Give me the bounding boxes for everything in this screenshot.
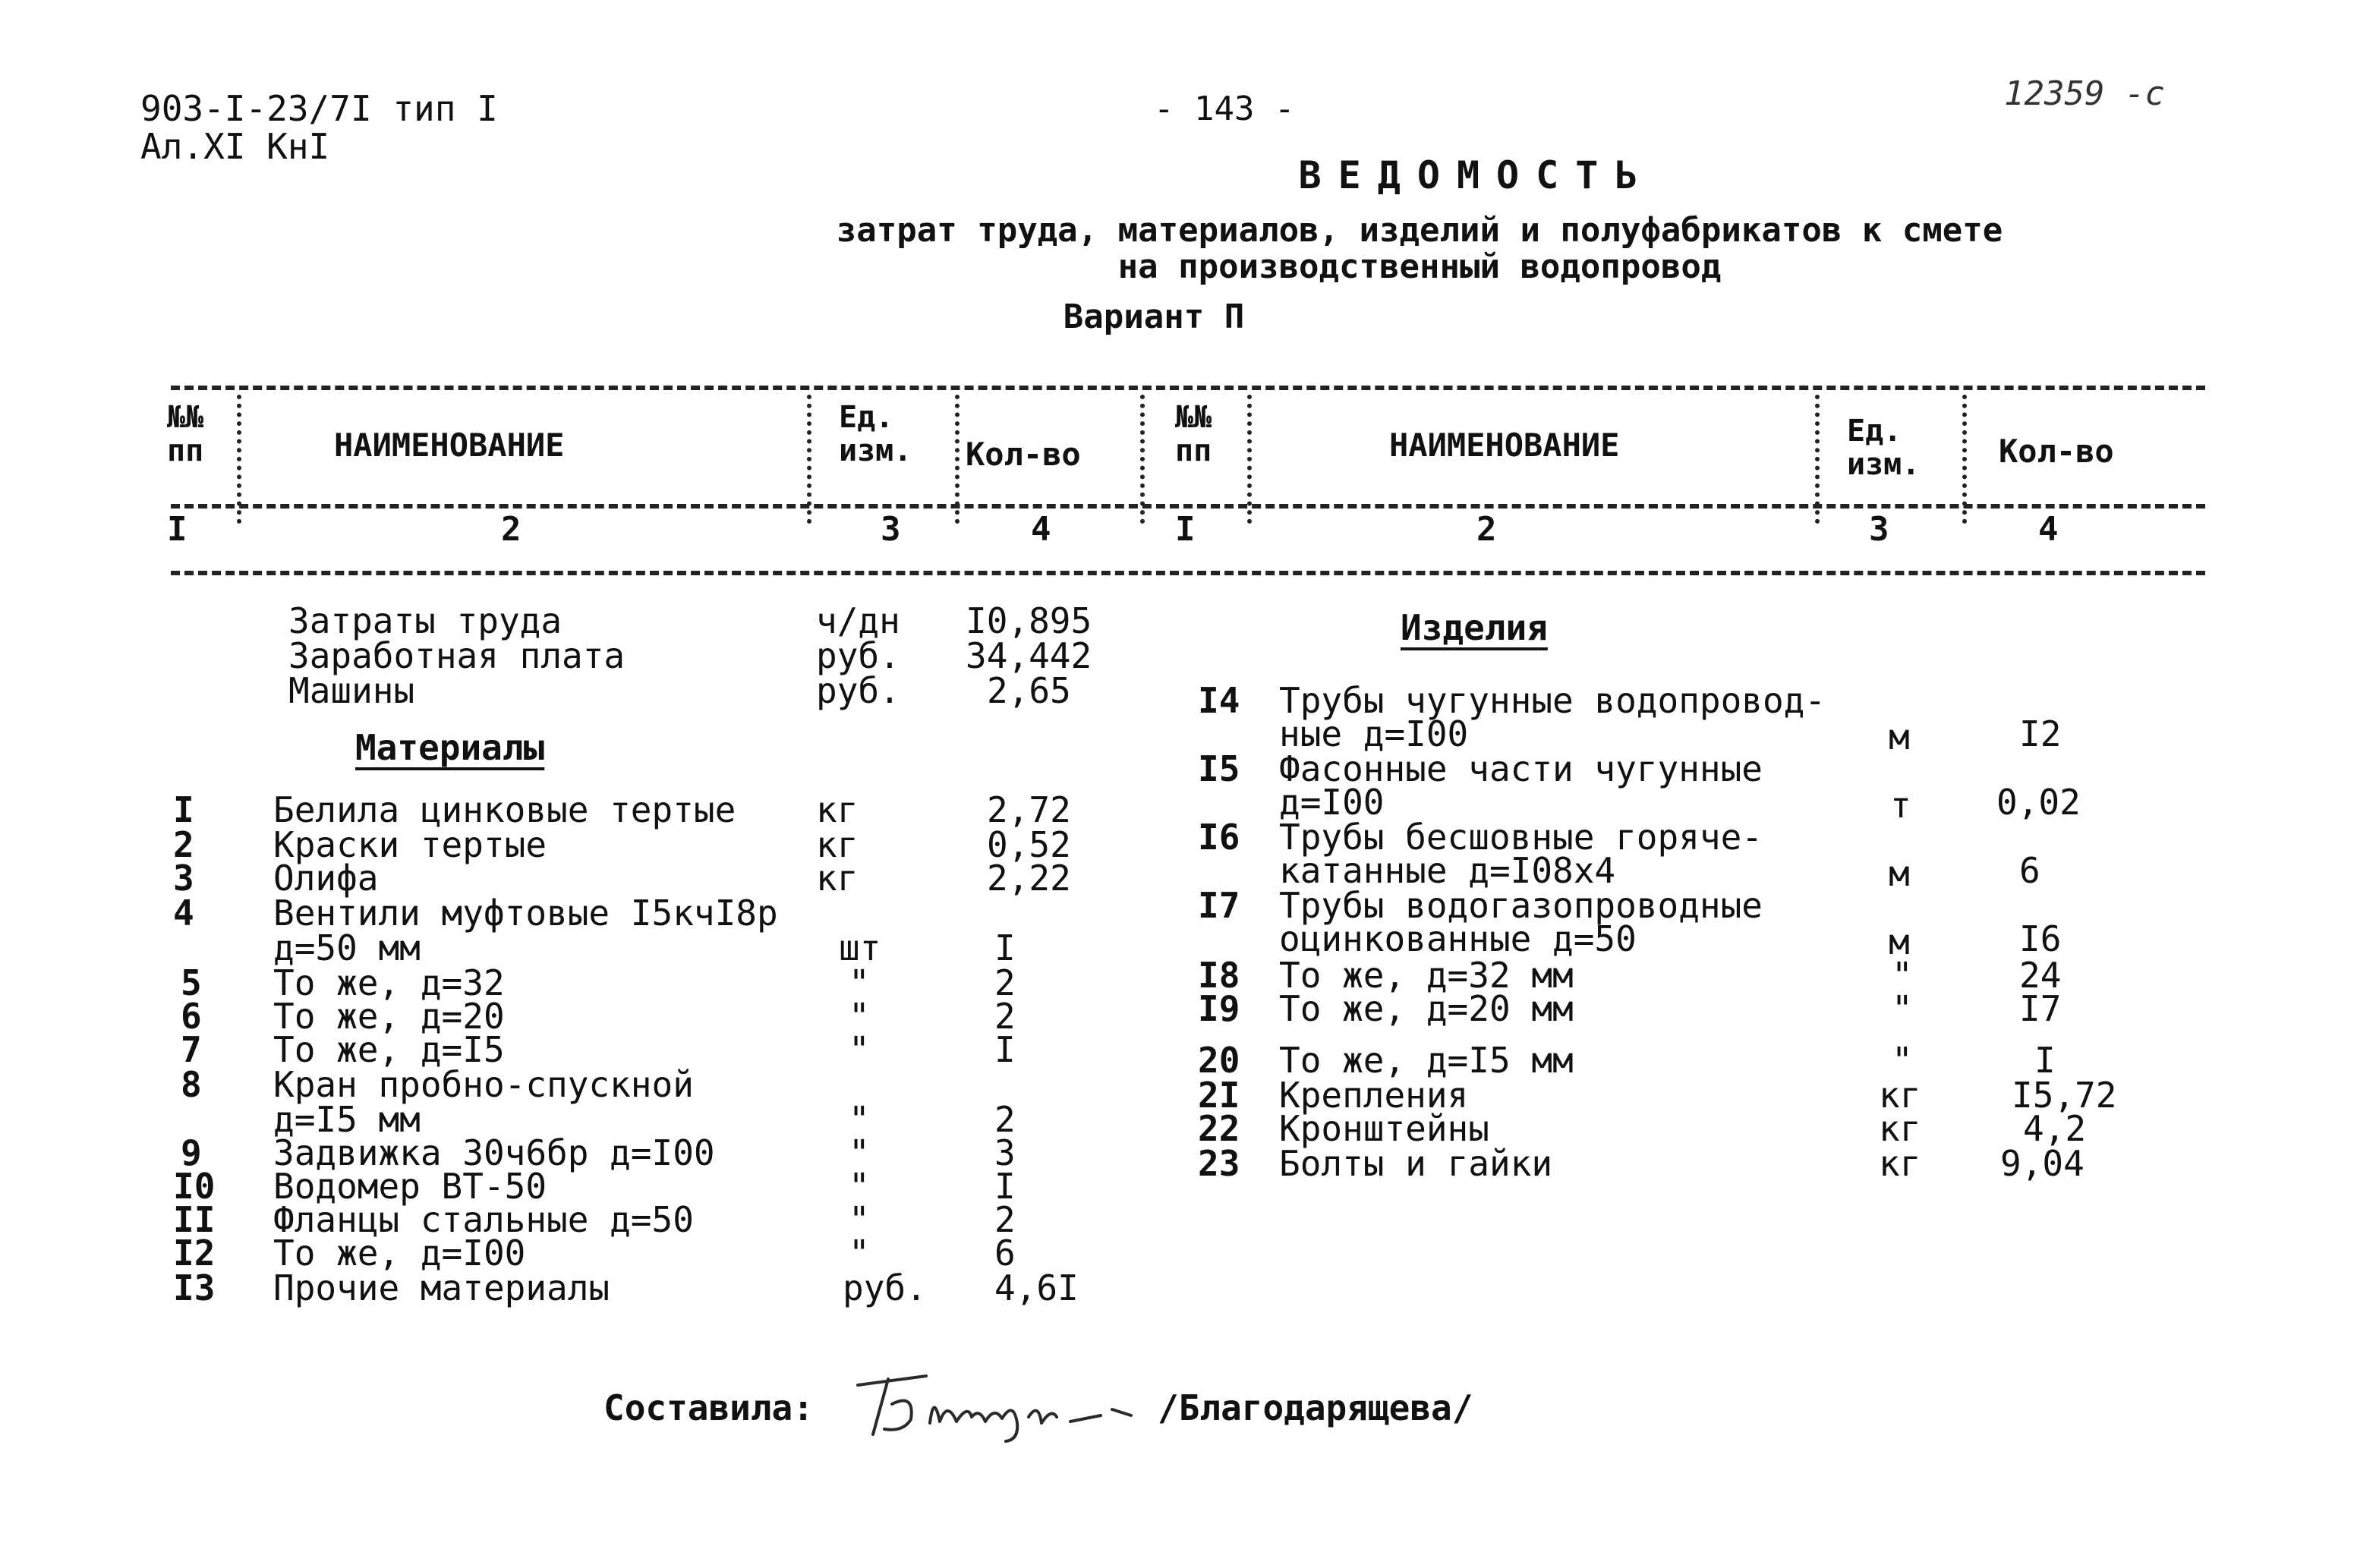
item-name: Фасонные части чугунные: [1279, 748, 1763, 789]
item-unit: ": [849, 1233, 870, 1274]
item-qty: 2: [994, 1099, 1016, 1140]
item-qty: 0,02: [1996, 782, 2081, 823]
item-unit: ": [1892, 988, 1913, 1029]
item-no: 3: [173, 858, 194, 899]
item-name: Водомер ВТ-50: [273, 1166, 547, 1207]
item-qty: 9,04: [2000, 1143, 2085, 1184]
item-unit: ": [849, 1099, 870, 1140]
col-index: I: [167, 510, 187, 549]
header-col-unit-right: Ед. изм.: [1847, 414, 1921, 482]
item-name: Кран пробно-спускной: [273, 1064, 694, 1105]
col-separator: [1247, 395, 1252, 524]
col-separator: [1962, 395, 1967, 524]
item-no: 2: [173, 824, 194, 865]
item-qty: 4,6I: [994, 1267, 1079, 1308]
item-name-cont: катанные д=I08х4: [1279, 850, 1616, 891]
item-name: Задвижка 30ч6бр д=I00: [273, 1132, 715, 1173]
header-col-no-right: №№ пп: [1175, 400, 1212, 468]
item-qty: 2: [994, 1199, 1016, 1240]
header-col-name-right: НАИМЕНОВАНИЕ: [1389, 427, 1620, 464]
variant-label: Вариант П: [1063, 298, 1245, 336]
item-unit: кг: [1879, 1075, 1921, 1116]
item-name: Прочие материалы: [273, 1267, 610, 1308]
item-name: То же, д=20: [273, 996, 505, 1037]
item-no: I9: [1198, 988, 1240, 1029]
item-name-cont: д=50 мм: [273, 927, 421, 968]
item-name: Вентили муфтовые I5кчI8р: [273, 893, 778, 934]
header-col-unit: Ед. изм.: [839, 400, 912, 468]
item-qty: 2: [994, 996, 1016, 1037]
item-no: 22: [1198, 1108, 1240, 1149]
col-index: 4: [1031, 510, 1051, 549]
col-separator: [1815, 395, 1820, 524]
item-qty: I5,72: [2012, 1075, 2117, 1116]
item-qty: I: [994, 927, 1016, 968]
item-name: То же, д=I00: [273, 1233, 526, 1274]
item-unit: кг: [1879, 1108, 1921, 1149]
cost-unit: ч/дн: [816, 600, 900, 641]
item-name: Кронштейны: [1279, 1108, 1489, 1149]
col-index: 2: [1476, 510, 1497, 549]
item-name-cont: оцинкованные д=50: [1279, 918, 1637, 959]
item-no: 20: [1198, 1040, 1240, 1081]
item-name: То же, д=I5: [273, 1029, 505, 1070]
item-name: Трубы чугунные водопровод-: [1279, 680, 1826, 721]
item-name: То же, д=I5 мм: [1279, 1040, 1574, 1081]
cost-qty: 34,442: [966, 635, 1092, 676]
item-name: То же, д=20 мм: [1279, 988, 1574, 1029]
item-unit: кг: [816, 824, 859, 865]
header-col-qty: Кол-во: [966, 436, 1081, 473]
handwritten-signature: [843, 1362, 1161, 1446]
item-name: То же, д=32: [273, 962, 505, 1003]
album-line: Ал.XI КнI: [140, 126, 330, 167]
item-qty: 6: [2019, 850, 2040, 891]
cost-name: Заработная плата: [288, 635, 626, 676]
item-unit: кг: [816, 789, 859, 830]
col-index: 3: [1869, 510, 1889, 549]
item-name: То же, д=32 мм: [1279, 955, 1574, 996]
item-qty: 2,72: [987, 789, 1071, 830]
cost-unit: руб.: [816, 635, 900, 676]
item-unit: шт: [839, 927, 881, 968]
item-qty: I7: [2019, 988, 2062, 1029]
item-no: I3: [173, 1267, 216, 1308]
item-no: 23: [1198, 1143, 1240, 1184]
item-name: Трубы бесшовные горяче-: [1279, 817, 1763, 858]
item-name: Трубы водогазопроводные: [1279, 885, 1763, 926]
item-qty: 2: [994, 962, 1016, 1003]
item-no: I: [173, 789, 194, 830]
item-unit: ": [1892, 1040, 1913, 1081]
item-unit: ": [849, 1132, 870, 1173]
item-name: Крепления: [1279, 1075, 1469, 1116]
item-no: I8: [1198, 955, 1240, 996]
item-name: Болты и гайки: [1279, 1143, 1553, 1184]
cost-qty: I0,895: [966, 600, 1092, 641]
section-title-materials: Материалы: [355, 727, 545, 768]
item-name: Фланцы стальные д=50: [273, 1199, 694, 1240]
item-no: 5: [181, 962, 202, 1003]
header-col-name: НАИМЕНОВАНИЕ: [334, 427, 565, 464]
item-unit: ": [849, 996, 870, 1037]
item-qty: I6: [2019, 918, 2062, 959]
item-qty: I: [2034, 1040, 2056, 1081]
cost-qty: 2,65: [987, 670, 1071, 711]
col-index: 4: [2038, 510, 2059, 549]
item-qty: 3: [994, 1132, 1016, 1173]
cost-unit: руб.: [816, 670, 900, 711]
item-unit: м: [1889, 716, 1910, 757]
signatory-name: /Благодарящева/: [1158, 1387, 1473, 1428]
item-qty: I2: [2019, 713, 2062, 754]
col-separator: [807, 395, 811, 524]
item-unit: ": [849, 1166, 870, 1207]
cost-name: Машины: [288, 670, 415, 711]
item-qty: 24: [2019, 955, 2062, 996]
item-no: I7: [1198, 885, 1240, 926]
item-no: 7: [181, 1029, 202, 1070]
item-no: II: [173, 1199, 216, 1240]
item-no: 2I: [1198, 1075, 1240, 1116]
header-col-qty-right: Кол-во: [1999, 433, 2114, 470]
inventory-number: 12359 -с: [2004, 74, 2165, 113]
item-name-cont: д=I00: [1279, 782, 1385, 823]
item-no: 9: [181, 1132, 202, 1173]
document-title: ВЕДОМОСТЬ: [1298, 153, 1655, 197]
item-name-cont: д=I5 мм: [273, 1099, 421, 1140]
item-unit: м: [1889, 921, 1910, 962]
col-separator: [237, 395, 241, 524]
item-qty: I: [994, 1166, 1016, 1207]
document-subtitle-line1: затрат труда, материалов, изделий и полуфабрикатов к смете: [836, 211, 2003, 250]
col-index: 3: [881, 510, 901, 549]
item-unit: кг: [816, 858, 859, 899]
cost-name: Затраты труда: [288, 600, 562, 641]
document-subtitle-line2: на производственный водопровод: [1117, 247, 1722, 286]
signature-label: Составила:: [603, 1387, 814, 1428]
item-unit: ": [1892, 955, 1913, 996]
item-qty: 4,2: [2023, 1108, 2087, 1149]
table-header-rule: [171, 504, 2205, 508]
item-unit: руб.: [843, 1267, 927, 1308]
item-qty: I: [994, 1029, 1016, 1070]
item-qty: 6: [994, 1233, 1016, 1274]
item-qty: 2,22: [987, 858, 1071, 899]
table-top-rule: [171, 386, 2205, 390]
item-unit: ": [849, 1199, 870, 1240]
item-qty: 0,52: [987, 824, 1071, 865]
page-number: - 143 -: [1154, 90, 1295, 128]
item-no: I5: [1198, 748, 1240, 789]
item-unit: м: [1889, 853, 1910, 894]
item-unit: ": [849, 962, 870, 1003]
item-name: Белила цинковые тертые: [273, 789, 736, 830]
header-col-no: №№ пп: [167, 400, 204, 468]
item-name: Олифа: [273, 858, 379, 899]
col-index: 2: [501, 510, 522, 549]
item-no: 4: [173, 893, 194, 934]
col-separator: [1140, 395, 1145, 524]
item-unit: кг: [1879, 1143, 1921, 1184]
col-index: I: [1175, 510, 1196, 549]
section-title-products: Изделия: [1401, 607, 1548, 648]
item-no: I0: [173, 1166, 216, 1207]
table-bottom-rule: [171, 571, 2205, 575]
item-no: I6: [1198, 817, 1240, 858]
item-unit: ": [849, 1029, 870, 1070]
item-no: I4: [1198, 680, 1240, 721]
item-no: I2: [173, 1233, 216, 1274]
doc-code-line: 903-I-23/7I тип I: [140, 88, 498, 129]
item-name: Краски тертые: [273, 824, 547, 865]
item-name-cont: ные д=I00: [1279, 713, 1469, 754]
item-unit: т: [1890, 785, 1911, 826]
item-no: 8: [181, 1064, 202, 1105]
col-separator: [955, 395, 960, 524]
item-no: 6: [181, 996, 202, 1037]
